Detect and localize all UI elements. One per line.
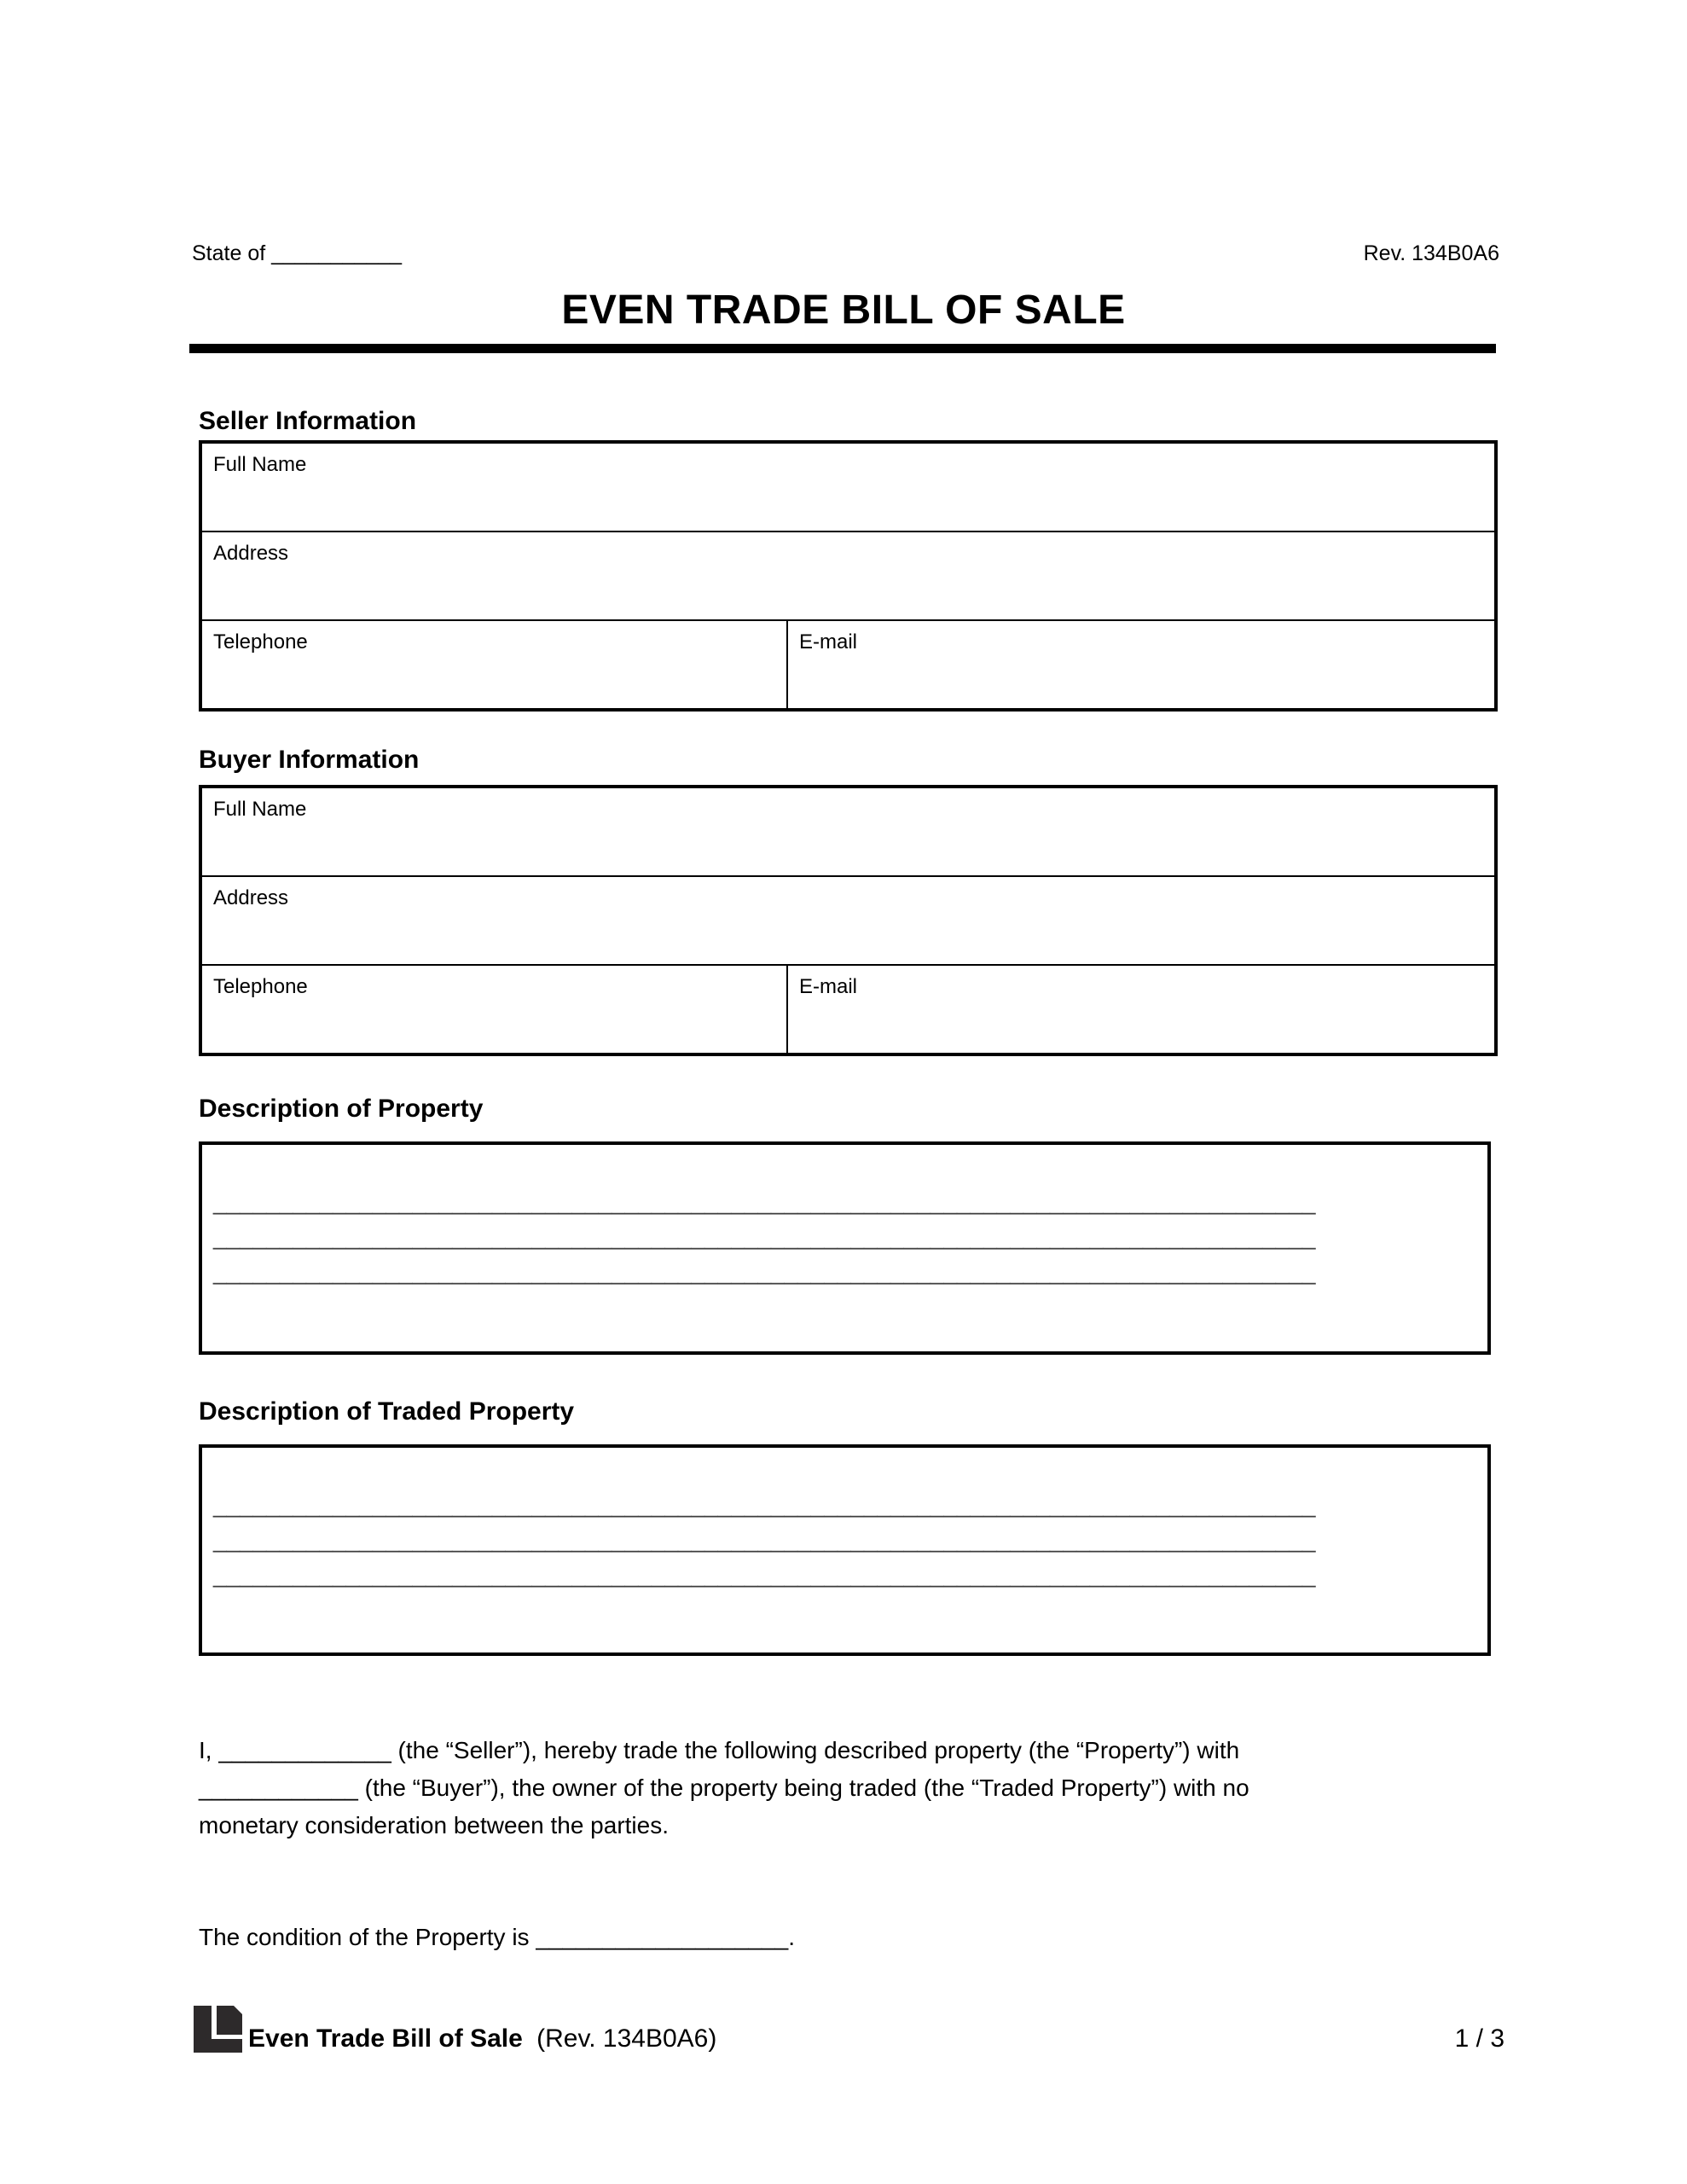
buyer-full-name-label: Full Name [213, 798, 307, 821]
traded-section-heading: Description of Traded Property [199, 1397, 575, 1426]
title-rule [189, 344, 1496, 353]
footer [194, 2005, 716, 2053]
buyer-info-table [199, 785, 1498, 1056]
state-of-label: State of [192, 241, 266, 265]
agreement-line-1: I, _____________ (the “Seller”), hereby trade the following described property (the “Property”) with [199, 1737, 1240, 1763]
buyer-full-name-cell[interactable] [202, 788, 1494, 877]
revision-number: Rev. 134B0A6 [1363, 241, 1499, 265]
page-number: 1 / 3 [1454, 2024, 1504, 2053]
traded-write-in-line[interactable]: ___________________________________________________________________________________ [213, 1491, 1316, 1518]
seller-telephone-label: Telephone [213, 630, 308, 653]
seller-email-label: E-mail [799, 630, 858, 653]
footer-text [248, 2025, 716, 2053]
property-description-box [199, 1141, 1491, 1355]
agreement-line-3: monetary consideration between the parties. [199, 1812, 669, 1838]
state-of-line [192, 241, 402, 266]
property-section-heading: Description of Property [199, 1095, 484, 1123]
legal-templates-logo-icon [194, 2006, 242, 2053]
seller-address-label: Address [213, 542, 289, 565]
property-write-in-line[interactable]: ___________________________________________________________________________________ [213, 1188, 1316, 1215]
buyer-email-label: E-mail [799, 975, 858, 998]
property-write-in-line[interactable]: ___________________________________________________________________________________ [213, 1258, 1316, 1285]
buyer-telephone-label: Telephone [213, 975, 308, 998]
agreement-paragraph [199, 1732, 1546, 1844]
seller-section-heading: Seller Information [199, 407, 417, 435]
footer-doc-title: Even Trade Bill of Sale [248, 2024, 523, 2053]
buyer-address-cell[interactable] [202, 877, 1494, 966]
agreement-line-2: ____________ (the “Buyer”), the owner of the property being traded (the “Traded Property”) with no [199, 1774, 1249, 1801]
page-title: EVEN TRADE BILL OF SALE [561, 288, 1126, 333]
seller-full-name-cell[interactable] [202, 444, 1494, 532]
property-write-in-line[interactable]: ___________________________________________________________________________________ [213, 1223, 1316, 1250]
state-blank[interactable]: ___________ [271, 241, 403, 265]
seller-email-cell[interactable] [788, 621, 1494, 708]
traded-description-box [199, 1444, 1491, 1656]
seller-info-table [199, 440, 1498, 712]
seller-address-cell[interactable] [202, 532, 1494, 621]
buyer-email-cell[interactable] [788, 966, 1494, 1053]
condition-sentence: The condition of the Property is ___________________. [199, 1924, 795, 1950]
traded-write-in-line[interactable]: ___________________________________________________________________________________ [213, 1526, 1316, 1553]
traded-write-in-line[interactable]: ___________________________________________________________________________________ [213, 1561, 1316, 1588]
buyer-address-label: Address [213, 886, 289, 909]
seller-telephone-cell[interactable] [202, 621, 788, 708]
seller-full-name-label: Full Name [213, 453, 307, 476]
footer-doc-revision: (Rev. 134B0A6) [536, 2024, 717, 2053]
buyer-telephone-cell[interactable] [202, 966, 788, 1053]
buyer-section-heading: Buyer Information [199, 746, 420, 774]
